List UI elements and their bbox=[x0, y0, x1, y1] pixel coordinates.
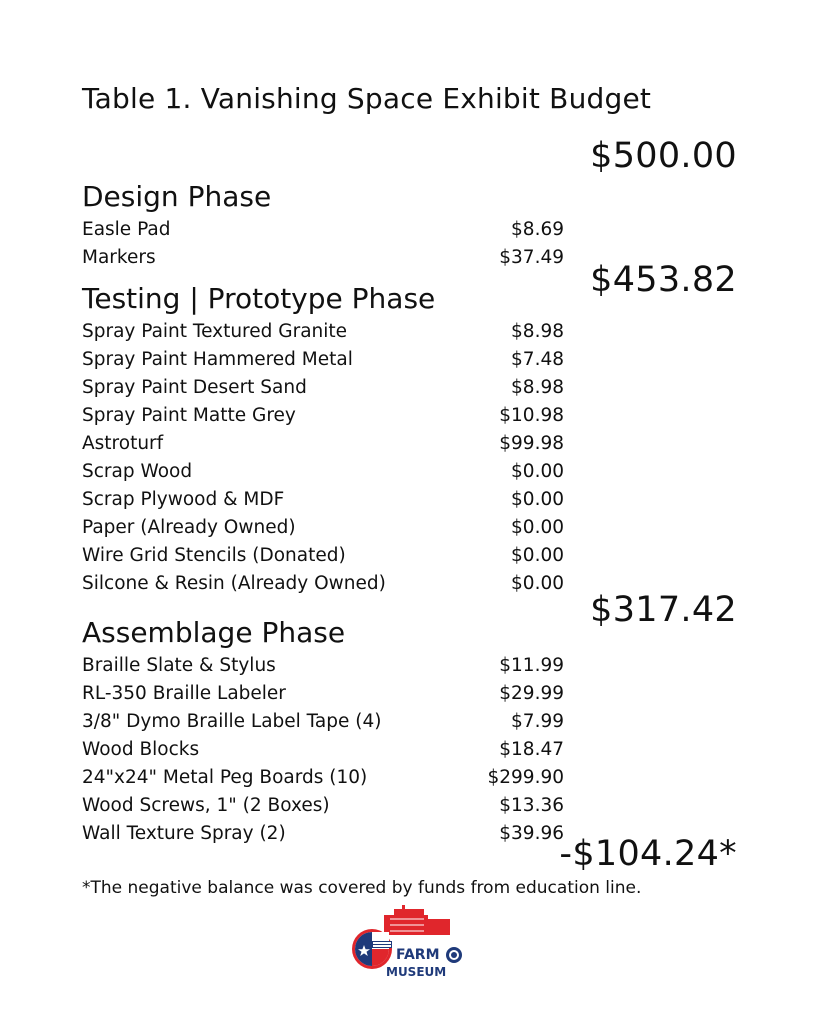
line-item bbox=[82, 373, 564, 401]
item-amount: $18.47 bbox=[499, 738, 564, 760]
item-label: Scrap Wood bbox=[82, 460, 193, 482]
item-label: Braille Slate & Stylus bbox=[82, 654, 276, 676]
line-item bbox=[82, 763, 564, 791]
line-item bbox=[82, 317, 564, 345]
line-item bbox=[82, 569, 564, 597]
farm-museum-logo bbox=[350, 905, 468, 987]
phase-title-testing: Testing | Prototype Phase bbox=[82, 282, 436, 315]
footnote: *The negative balance was covered by funds from education line. bbox=[82, 878, 642, 898]
line-item bbox=[82, 429, 564, 457]
item-label: 3/8" Dymo Braille Label Tape (4) bbox=[82, 710, 382, 732]
item-amount: $0.00 bbox=[511, 488, 564, 510]
item-label: Wood Screws, 1" (2 Boxes) bbox=[82, 794, 330, 816]
line-item bbox=[82, 215, 564, 243]
item-label: Easle Pad bbox=[82, 218, 171, 240]
line-item bbox=[82, 345, 564, 373]
item-label: Paper (Already Owned) bbox=[82, 516, 296, 538]
phase-title-assemblage: Assemblage Phase bbox=[82, 616, 346, 649]
item-label: Spray Paint Hammered Metal bbox=[82, 348, 353, 370]
item-amount: $8.98 bbox=[511, 376, 564, 398]
item-amount: $7.99 bbox=[511, 710, 564, 732]
item-amount: $10.98 bbox=[499, 404, 564, 426]
item-label: Spray Paint Textured Granite bbox=[82, 320, 348, 342]
line-item bbox=[82, 651, 564, 679]
item-label: Scrap Plywood & MDF bbox=[82, 488, 285, 510]
item-amount: $8.69 bbox=[511, 218, 564, 240]
item-amount: $0.00 bbox=[511, 544, 564, 566]
line-item bbox=[82, 735, 564, 763]
item-amount: $7.48 bbox=[511, 348, 564, 370]
item-label: Astroturf bbox=[82, 432, 164, 454]
line-item bbox=[82, 819, 564, 847]
line-item bbox=[82, 679, 564, 707]
item-amount: $0.00 bbox=[511, 516, 564, 538]
item-amount: $299.90 bbox=[487, 766, 564, 788]
item-amount: $11.99 bbox=[499, 654, 564, 676]
item-label: Wall Texture Spray (2) bbox=[82, 822, 286, 844]
balance-start: $500.00 bbox=[590, 136, 737, 176]
item-label: Markers bbox=[82, 246, 156, 268]
item-label: Silcone & Resin (Already Owned) bbox=[82, 572, 386, 594]
item-amount: $37.49 bbox=[499, 246, 564, 268]
item-amount: $29.99 bbox=[499, 682, 564, 704]
item-amount: $39.96 bbox=[499, 822, 564, 844]
phase-title-design: Design Phase bbox=[82, 180, 272, 213]
item-label: Wood Blocks bbox=[82, 738, 200, 760]
item-label: RL-350 Braille Labeler bbox=[82, 682, 286, 704]
line-item bbox=[82, 707, 564, 735]
item-amount: $0.00 bbox=[511, 572, 564, 594]
item-amount: $8.98 bbox=[511, 320, 564, 342]
line-item bbox=[82, 513, 564, 541]
balance-final: -$104.24* bbox=[559, 834, 737, 874]
item-label: Spray Paint Matte Grey bbox=[82, 404, 296, 426]
item-label: Spray Paint Desert Sand bbox=[82, 376, 307, 398]
line-item bbox=[82, 243, 564, 271]
title: Table 1. Vanishing Space Exhibit Budget bbox=[82, 82, 652, 115]
item-amount: $0.00 bbox=[511, 460, 564, 482]
logo-text-farm: FARM bbox=[396, 947, 440, 963]
balance-after-design: $453.82 bbox=[590, 260, 737, 300]
logo-text-museum: MUSEUM bbox=[386, 965, 447, 979]
item-label: 24"x24" Metal Peg Boards (10) bbox=[82, 766, 368, 788]
item-amount: $13.36 bbox=[499, 794, 564, 816]
item-label: Wire Grid Stencils (Donated) bbox=[82, 544, 346, 566]
balance-after-testing: $317.42 bbox=[590, 590, 737, 630]
item-amount: $99.98 bbox=[499, 432, 564, 454]
line-item bbox=[82, 791, 564, 819]
line-item bbox=[82, 457, 564, 485]
line-item bbox=[82, 541, 564, 569]
line-item bbox=[82, 485, 564, 513]
line-item bbox=[82, 401, 564, 429]
